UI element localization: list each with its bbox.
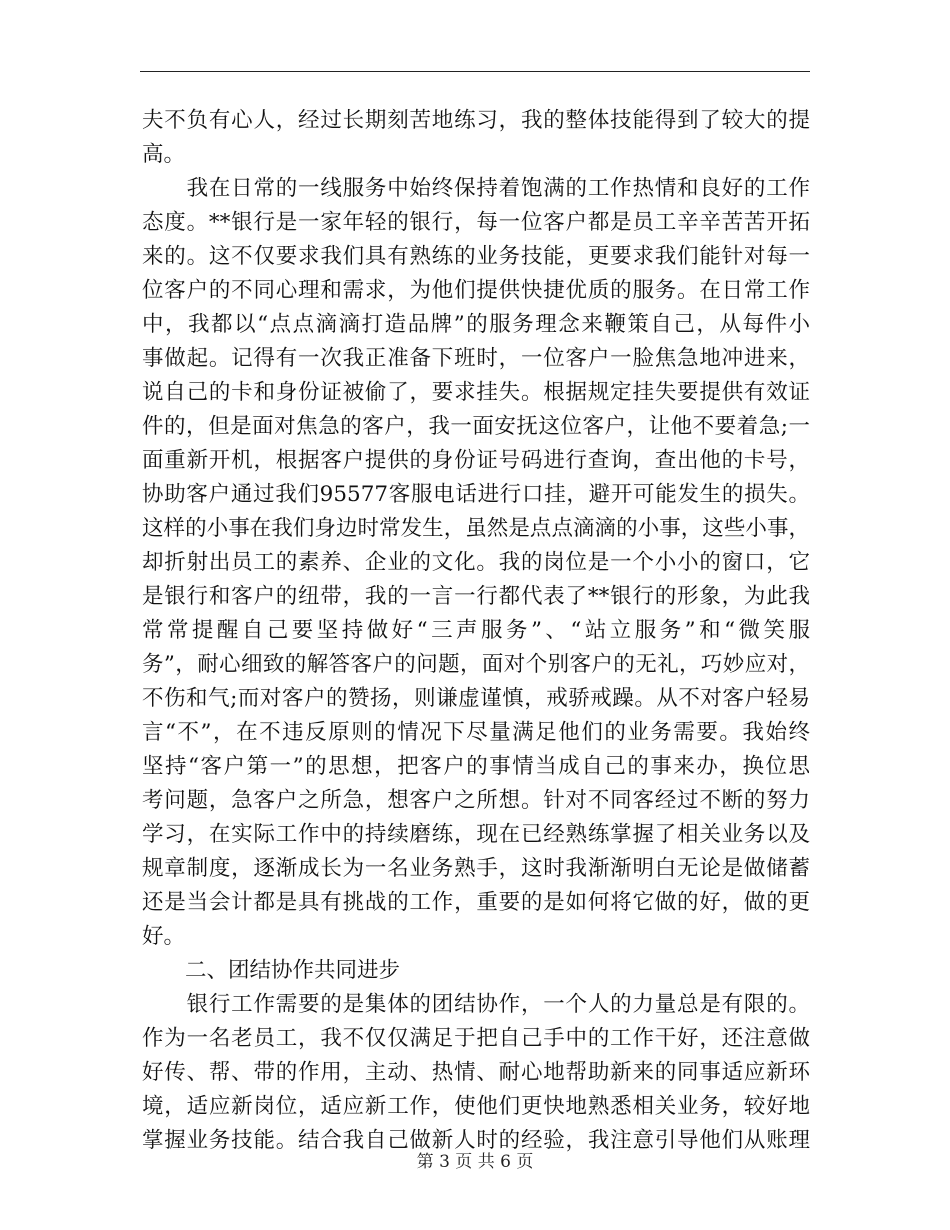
text-line: 是银行和客户的纽带，我的一言一行都代表了**银行的形象，为此我 (142, 584, 810, 609)
page-number: 第 3 页 共 6 页 (416, 1152, 534, 1172)
text-line: 掌握业务技能。结合我自己做新人时的经验，我注意引导他们从账理 (142, 1128, 810, 1153)
text-line: 好传、帮、带的作用，主动、热情、耐心地帮助新来的同事适应新环 (142, 1060, 810, 1085)
text-line: 夫不负有心人，经过长期刻苦地练习，我的整体技能得到了较大的提 (142, 108, 810, 133)
text-line: 考问题，急客户之所急，想客户之所想。针对不同客经过不断的努力 (142, 788, 810, 813)
document-body (142, 104, 810, 1158)
text-line: 银行工作需要的是集体的团结协作，一个人的力量总是有限的。 (142, 992, 810, 1017)
text-line: 言“不”，在不违反原则的情况下尽量满足他们的业务需要。我始终 (142, 720, 810, 745)
header-rule (140, 71, 810, 72)
text-line: 却折射出员工的素养、企业的文化。我的岗位是一个小小的窗口，它 (142, 550, 810, 575)
text-line: 高。 (142, 142, 186, 167)
text-line: 规章制度，逐渐成长为一名业务熟手，这时我渐渐明白无论是做储蓄 (142, 856, 810, 881)
text-line: 来的。这不仅要求我们具有熟练的业务技能，更要求我们能针对每一 (142, 244, 810, 269)
text-line: 态度。**银行是一家年轻的银行，每一位客户都是员工辛辛苦苦开拓 (142, 210, 810, 235)
text-line: 境，适应新岗位，适应新工作，使他们更快地熟悉相关业务，较好地 (142, 1094, 810, 1119)
text-line: 好。 (142, 924, 186, 949)
text-line: 不伤和气;而对客户的赞扬，则谦虚谨慎，戒骄戒躁。从不对客户轻易 (142, 686, 810, 711)
text-line: 件的，但是面对焦急的客户，我一面安抚这位客户，让他不要着急;一 (142, 414, 810, 439)
text-line: 面重新开机，根据客户提供的身份证号码进行查询，查出他的卡号， (142, 448, 810, 473)
text-line: 位客户的不同心理和需求，为他们提供快捷优质的服务。在日常工作 (142, 278, 810, 303)
text-line: 作为一名老员工，我不仅仅满足于把自己手中的工作干好，还注意做 (142, 1026, 810, 1051)
text-line: 二、团结协作共同进步 (142, 958, 401, 983)
text-line: 这样的小事在我们身边时常发生，虽然是点点滴滴的小事，这些小事， (142, 516, 810, 541)
text-line: 常常提醒自己要坚持做好“三声服务”、“站立服务”和“微笑服 (142, 618, 810, 643)
text-line: 中，我都以“点点滴滴打造品牌”的服务理念来鞭策自己，从每件小 (142, 312, 810, 337)
text-line: 坚持“客户第一”的思想，把客户的事情当成自己的事来办，换位思 (142, 754, 810, 779)
text-line: 务”，耐心细致的解答客户的问题，面对个别客户的无礼，巧妙应对， (142, 652, 810, 677)
text-line: 说自己的卡和身份证被偷了，要求挂失。根据规定挂失要提供有效证 (142, 380, 810, 405)
text-line: 事做起。记得有一次我正准备下班时，一位客户一脸焦急地冲进来， (142, 346, 810, 371)
text-line: 还是当会计都是具有挑战的工作，重要的是如何将它做的好，做的更 (142, 890, 810, 915)
text-line: 学习，在实际工作中的持续磨练，现在已经熟练掌握了相关业务以及 (142, 822, 810, 847)
text-line: 协助客户通过我们95577客服电话进行口挂，避开可能发生的损失。 (142, 482, 810, 507)
text-line: 我在日常的一线服务中始终保持着饱满的工作热情和良好的工作 (142, 176, 810, 201)
